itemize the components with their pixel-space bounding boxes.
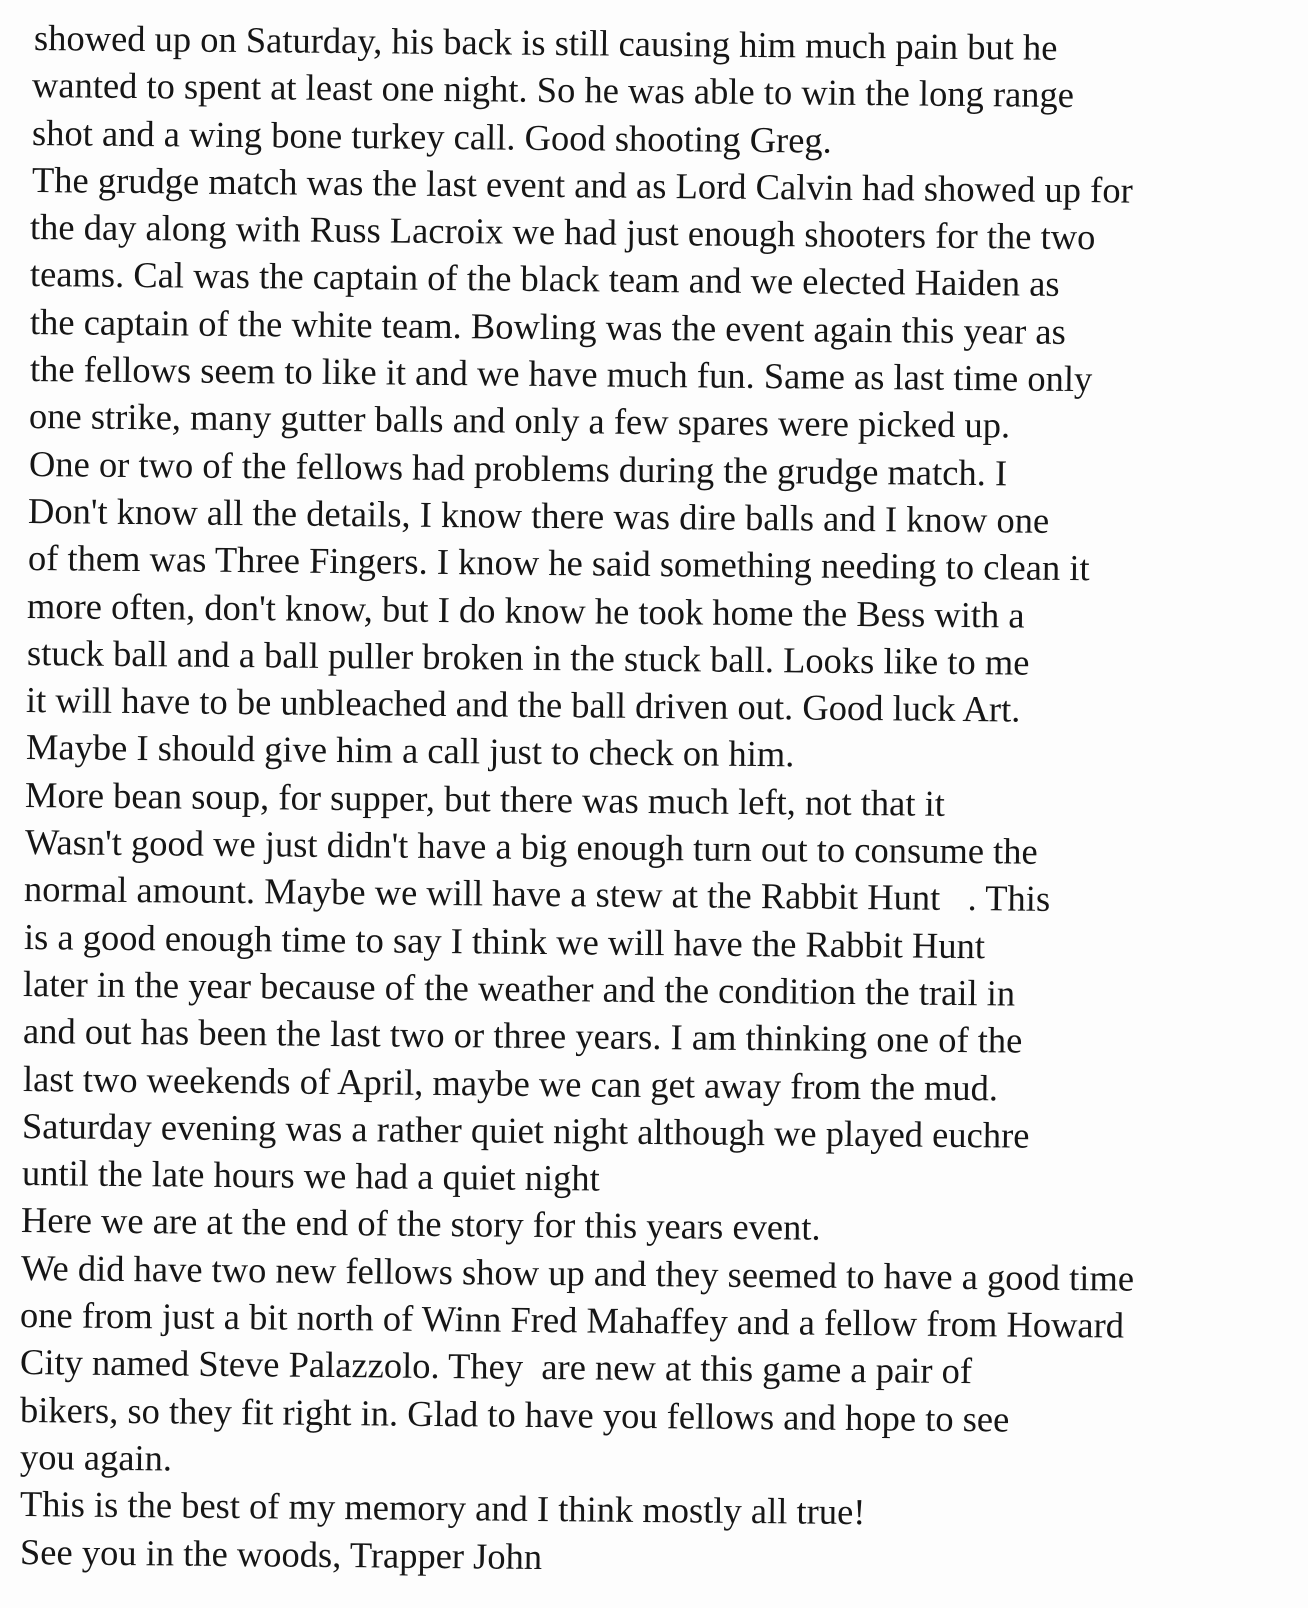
text-line: Wasn't good we just didn't have a big enough turn out to consume the — [24, 821, 1038, 872]
text-line: Saturday evening was a rather quiet night although we played euchre — [21, 1104, 1030, 1156]
text-line: the day along with Russ Lacroix we had just enough shooters for the two — [29, 206, 1096, 258]
text-line: More bean soup, for supper, but there was much left, not that it — [24, 773, 946, 824]
text-line: until the late hours we had a quiet night — [21, 1152, 600, 1199]
text-line: We did have two new fellows show up and they seemed to have a good time — [20, 1246, 1135, 1299]
text-line: is a good enough time to say I think we will have the Rabbit Hunt — [23, 915, 986, 966]
text-line: normal amount. Maybe we will have a stew at the Rabbit Hunt . This — [23, 868, 1051, 920]
text-line: shot and a wing bone turkey call. Good shooting Greg. — [31, 111, 832, 161]
text-line: one from just a bit north of Winn Fred Mahaffey and a fellow from Howard — [19, 1294, 1125, 1346]
text-line: bikers, so they fit right in. Glad to have you fellows and hope to see — [19, 1388, 1010, 1440]
text-line: Don't know all the details, I know there was dire balls and I know one — [27, 489, 1050, 541]
text-line: one strike, many gutter balls and only a few spares were picked up. — [28, 395, 1011, 446]
text-line: of them was Three Fingers. I know he said something needing to clean it — [27, 537, 1090, 589]
text-line: See you in the woods, Trapper John — [19, 1530, 543, 1577]
text-line: later in the year because of the weather and the condition the trail in — [22, 962, 1016, 1014]
text-line: you again. — [19, 1435, 173, 1479]
text-line: stuck ball and a ball puller broken in the stuck ball. Looks like to me — [26, 631, 1030, 683]
text-line: City named Steve Palazzolo. They are new at this game a pair of — [19, 1341, 973, 1392]
text-line: the captain of the white team. Bowling was the event again this year as — [29, 300, 1067, 352]
text-line: it will have to be unbleached and the ball driven out. Good luck Art. — [25, 679, 1021, 730]
text-line: teams. Cal was the captain of the black team and we elected Haiden as — [29, 253, 1060, 305]
text-line: Here we are at the end of the story for this years event. — [20, 1199, 821, 1249]
text-line: The grudge match was the last event and as Lord Calvin had showed up for — [31, 158, 1133, 211]
text-line: One or two of the fellows had problems during the grudge match. I — [28, 442, 1008, 494]
text-line: the fellows seem to like it and we have much fun. Same as last time only — [29, 348, 1093, 400]
text-line: This is the best of my memory and I think mostly all true! — [19, 1483, 866, 1533]
text-line: more often, don't know, but I do know he took home the Bess with a — [26, 584, 1025, 636]
text-line: and out has been the last two or three years. I am thinking one of the — [22, 1010, 1023, 1061]
letter-body — [20, 14, 1295, 1575]
text-line: showed up on Saturday, his back is still causing him much pain but he — [33, 17, 1058, 68]
text-line: wanted to spent at least one night. So he was able to win the long range — [31, 64, 1075, 116]
text-line: Maybe I should give him a call just to check on him. — [25, 726, 795, 775]
text-line: last two weekends of April, maybe we can get away from the mud. — [22, 1057, 999, 1108]
